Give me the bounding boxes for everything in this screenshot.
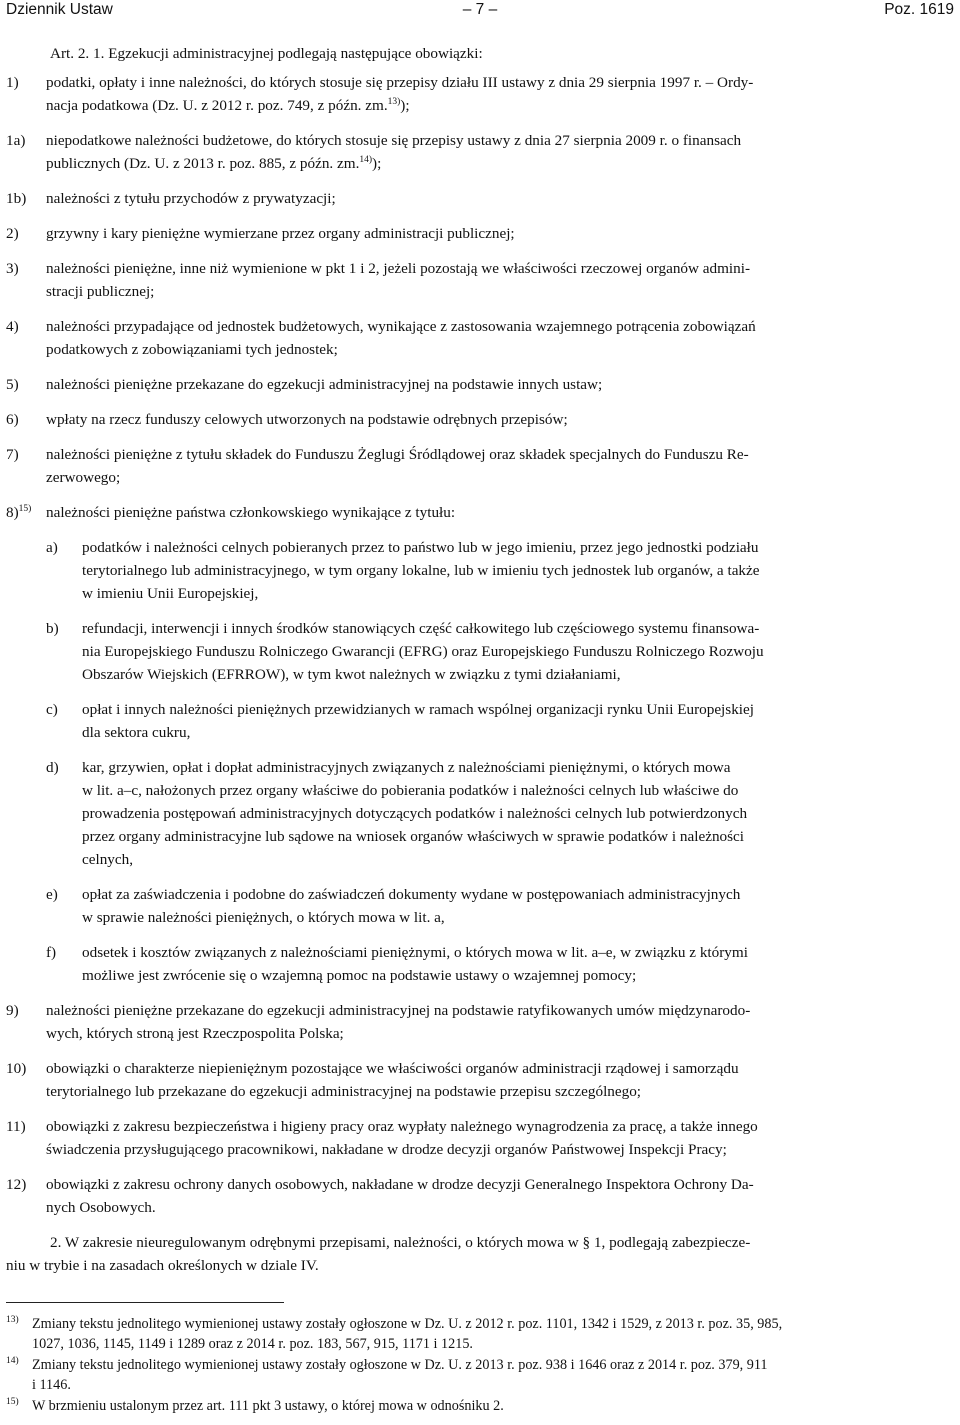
- item-number: 1b): [6, 190, 27, 207]
- footnote-ref-14: 14): [359, 155, 373, 165]
- page-number: – 7 –: [462, 1, 498, 18]
- item-text: należności z tytułu przychodów z prywatyzacji;: [46, 190, 336, 207]
- sub-item-text-line: prowadzenia postępowań administracyjnych dotyczących podatków i należności celnych lub potwierdzonych: [82, 805, 748, 822]
- item-text-line: nych Osobowych.: [46, 1199, 156, 1216]
- item-number-text: 8): [6, 504, 19, 521]
- item-number: 3): [6, 260, 19, 277]
- paragraph-text-line: 2. W zakresie nieuregulowanym odrębnymi przepisami, należności, o których mowa w § 1, podlegają zabezpiecze-: [50, 1234, 751, 1251]
- footnote-ref-13: 13): [387, 97, 401, 107]
- sub-item-f: [6, 941, 954, 987]
- list-item-12: [6, 1173, 954, 1219]
- footnote-15: [6, 1396, 954, 1416]
- sub-item-a: [6, 536, 954, 605]
- item-number: 1a): [6, 132, 26, 149]
- sub-item-text-line: odsetek i kosztów związanych z należnościami pieniężnymi, o których mowa w lit. a–e, w związku z którymi: [82, 944, 748, 961]
- sub-item-text-line: terytorialnego lub administracyjnego, w tym organy lokalne, lub w imieniu tych jednostek lub organów, a także: [82, 562, 760, 579]
- item-text-line: obowiązki z zakresu bezpieczeństwa i higieny pracy oraz wypłaty należnego wynagrodzenia za pracę, a także innego: [46, 1118, 758, 1135]
- footnote-number: 14): [6, 1356, 19, 1366]
- list-item-6: [6, 408, 954, 431]
- item-text-line: wych, których stroną jest Rzeczpospolita Polska;: [46, 1025, 344, 1042]
- item-text: );: [372, 155, 382, 172]
- sub-item-letter: b): [46, 620, 59, 637]
- item-text-line: niepodatkowe należności budżetowe, do których stosuje się przepisy ustawy z dnia 27 sierpnia 2009 r. o finansach: [46, 132, 742, 149]
- paragraph-2: [6, 1231, 954, 1277]
- item-number: 4): [6, 318, 19, 335]
- item-text-line: obowiązki z zakresu ochrony danych osobowych, nakładane w drodze decyzji Generalnego Inspektora Ochrony Da-: [46, 1176, 754, 1193]
- sub-item-text-line: w imieniu Unii Europejskiej,: [82, 585, 259, 602]
- list-item-1b: [6, 187, 954, 210]
- item-number: 10): [6, 1060, 27, 1077]
- sub-item-letter: c): [46, 701, 58, 718]
- list-item-3: [6, 257, 954, 303]
- sub-item-text-line: w lit. a–c, nałożonych przez organy właściwe do pobierania podatków i należności celnych lub właściwe do: [82, 782, 739, 799]
- footnote-13: [6, 1314, 954, 1354]
- item-text: grzywny i kary pieniężne wymierzane przez organy administracji publicznej;: [46, 225, 515, 242]
- sub-item-text-line: podatków i należności celnych pobieranych przez to państwo lub w jego imieniu, przez jego jednostki podziału: [82, 539, 759, 556]
- sub-item-text-line: w sprawie należności pieniężnych, o których mowa w lit. a,: [82, 909, 445, 926]
- list-item-5: [6, 373, 954, 396]
- sub-item-text-line: celnych,: [82, 851, 134, 868]
- item-number: 9): [6, 1002, 19, 1019]
- sub-item-letter: d): [46, 759, 59, 776]
- item-text-line: podatki, opłaty i inne należności, do których stosuje się przepisy działu III ustawy z dnia 29 sierpnia 1997 r. – Ordy-: [46, 74, 754, 91]
- article-intro-text: Egzekucji administracyjnej podlegają następujące obowiązki:: [104, 45, 483, 62]
- footnotes: [6, 1314, 954, 1417]
- list-item-2: [6, 222, 954, 245]
- paragraph-text-line: niu w trybie i na zasadach określonych w dziale IV.: [6, 1257, 319, 1274]
- item-number: 6): [6, 411, 19, 428]
- item-text-line: [46, 152, 954, 175]
- list-item-10: [6, 1057, 954, 1103]
- item-text-line: należności pieniężne z tytułu składek do Funduszu Żeglugi Śródlądowej oraz składek specjalnych do Funduszu Re-: [46, 446, 749, 463]
- sub-item-e: [6, 883, 954, 929]
- position-number: Poz. 1619: [884, 1, 954, 18]
- list-item-4: [6, 315, 954, 361]
- sub-item-b: [6, 617, 954, 686]
- item-text-line: stracji publicznej;: [46, 283, 155, 300]
- sub-item-letter: f): [46, 944, 57, 961]
- item-number: 7): [6, 446, 19, 463]
- list-item-1: [6, 71, 954, 117]
- sub-item-text-line: możliwe jest zwrócenie się o wzajemną pomoc na podstawie ustawy o wzajemnej pomocy;: [82, 967, 637, 984]
- item-number: 12): [6, 1176, 27, 1193]
- sub-item-text-line: kar, grzywien, opłat i dopłat administracyjnych związanych z należnościami pieniężnymi, o których mowa: [82, 759, 731, 776]
- item-text-line: należności pieniężne przekazane do egzekucji administracyjnej na podstawie ratyfikowanych umów międzynarodo-: [46, 1002, 751, 1019]
- item-text: nacja podatkowa (Dz. U. z 2012 r. poz. 749, z późn. zm.: [46, 97, 388, 114]
- item-text-line: terytorialnego lub przekazane do egzekucji administracyjnej na podstawie przepisu szczególnego;: [46, 1083, 642, 1100]
- item-number: [6, 501, 31, 524]
- sub-item-text-line: dla sektora cukru,: [82, 724, 191, 741]
- item-text: należności pieniężne państwa członkowskiego wynikające z tytułu:: [46, 504, 456, 521]
- item-text: należności pieniężne przekazane do egzekucji administracyjnej na podstawie innych ustaw;: [46, 376, 603, 393]
- article-heading: Art. 2. 1.: [50, 45, 105, 62]
- sub-item-text-line: Obszarów Wiejskich (EFRROW), w tym kwot należnych w związku z tymi działaniami,: [82, 666, 621, 683]
- item-number: 1): [6, 74, 19, 91]
- item-text-line: obowiązki o charakterze niepieniężnym pozostające we właściwości organów administracji rządowej i samorządu: [46, 1060, 739, 1077]
- item-text: );: [400, 97, 410, 114]
- footnote-text-line: Zmiany tekstu jednolitego wymienionej ustawy zostały ogłoszone w Dz. U. z 2013 r. poz. 938 i 1646 oraz z 2014 r. poz. 379, 911: [32, 1357, 768, 1373]
- footnote-text-line: Zmiany tekstu jednolitego wymienionej ustawy zostały ogłoszone w Dz. U. z 2012 r. poz. 1101, 1342 i 1529, z 2013 r. poz. 35, 985,: [32, 1316, 783, 1332]
- sub-item-text-line: refundacji, interwencji i innych środków stanowiących część całkowitego lub częściowego systemu finansowa-: [82, 620, 760, 637]
- sub-item-text-line: nia Europejskiego Funduszu Rolniczego Gwarancji (EFRG) oraz Europejskiego Funduszu Rolniczego Rozwoju: [82, 643, 764, 660]
- list-item-1a: [6, 129, 954, 175]
- sub-item-c: [6, 698, 954, 744]
- list-item-8: [6, 501, 954, 524]
- sub-item-letter: a): [46, 539, 58, 556]
- item-number: 2): [6, 225, 19, 242]
- item-text: wpłaty na rzecz funduszy celowych utworzonych na podstawie odrębnych przepisów;: [46, 411, 568, 428]
- footnote-ref-15: 15): [18, 504, 32, 514]
- footnote-text-line: i 1146.: [32, 1377, 71, 1393]
- item-text-line: podatkowych z zobowiązaniami tych jednostek;: [46, 341, 338, 358]
- item-text-line: należności przypadające od jednostek budżetowych, wynikające z zastosowania wzajemnego potrącenia zobowiązań: [46, 318, 756, 335]
- item-text-line: zerwowego;: [46, 469, 121, 486]
- article-intro: [6, 42, 954, 65]
- sub-item-text-line: przez organy administracyjne lub sądowe na wniosek organów właściwych w sprawie podatków i należności: [82, 828, 745, 845]
- sub-item-text-line: opłat i innych należności pieniężnych przewidzianych w ramach wspólnej organizacji rynku Unii Europejskiej: [82, 701, 754, 718]
- footnote-14: [6, 1355, 954, 1395]
- item-text-line: świadczenia przysługującego pracownikowi, nakładane w drodze decyzji organów Państwowej Inspekcji Pracy;: [46, 1141, 727, 1158]
- item-text: publicznych (Dz. U. z 2013 r. poz. 885, z późn. zm.: [46, 155, 360, 172]
- sub-item-d: [6, 756, 954, 871]
- item-text-line: należności pieniężne, inne niż wymienione w pkt 1 i 2, jeżeli pozostają we właściwości rzeczowej organów admini-: [46, 260, 751, 277]
- footnote-text-line: 1027, 1036, 1145, 1149 i 1289 oraz z 2014 r. poz. 183, 567, 915, 1171 i 1215.: [32, 1336, 473, 1352]
- sub-item-letter: e): [46, 886, 58, 903]
- list-item-9: [6, 999, 954, 1045]
- item-text-line: [46, 94, 954, 117]
- footnote-divider: [6, 1302, 284, 1303]
- footnote-number: 13): [6, 1315, 19, 1325]
- journal-title: Dziennik Ustaw: [6, 1, 113, 18]
- footnote-number: 15): [6, 1397, 19, 1407]
- sub-item-text-line: opłat za zaświadczenia i podobne do zaświadczeń dokumenty wydane w postępowaniach administracyjnych: [82, 886, 741, 903]
- footnote-text-line: W brzmieniu ustalonym przez art. 111 pkt 3 ustawy, o której mowa w odnośniku 2.: [32, 1398, 504, 1414]
- page-header: [0, 0, 960, 22]
- item-number: 5): [6, 376, 19, 393]
- list-item-11: [6, 1115, 954, 1161]
- list-item-7: [6, 443, 954, 489]
- document-body: [6, 42, 954, 1277]
- item-number: 11): [6, 1118, 26, 1135]
